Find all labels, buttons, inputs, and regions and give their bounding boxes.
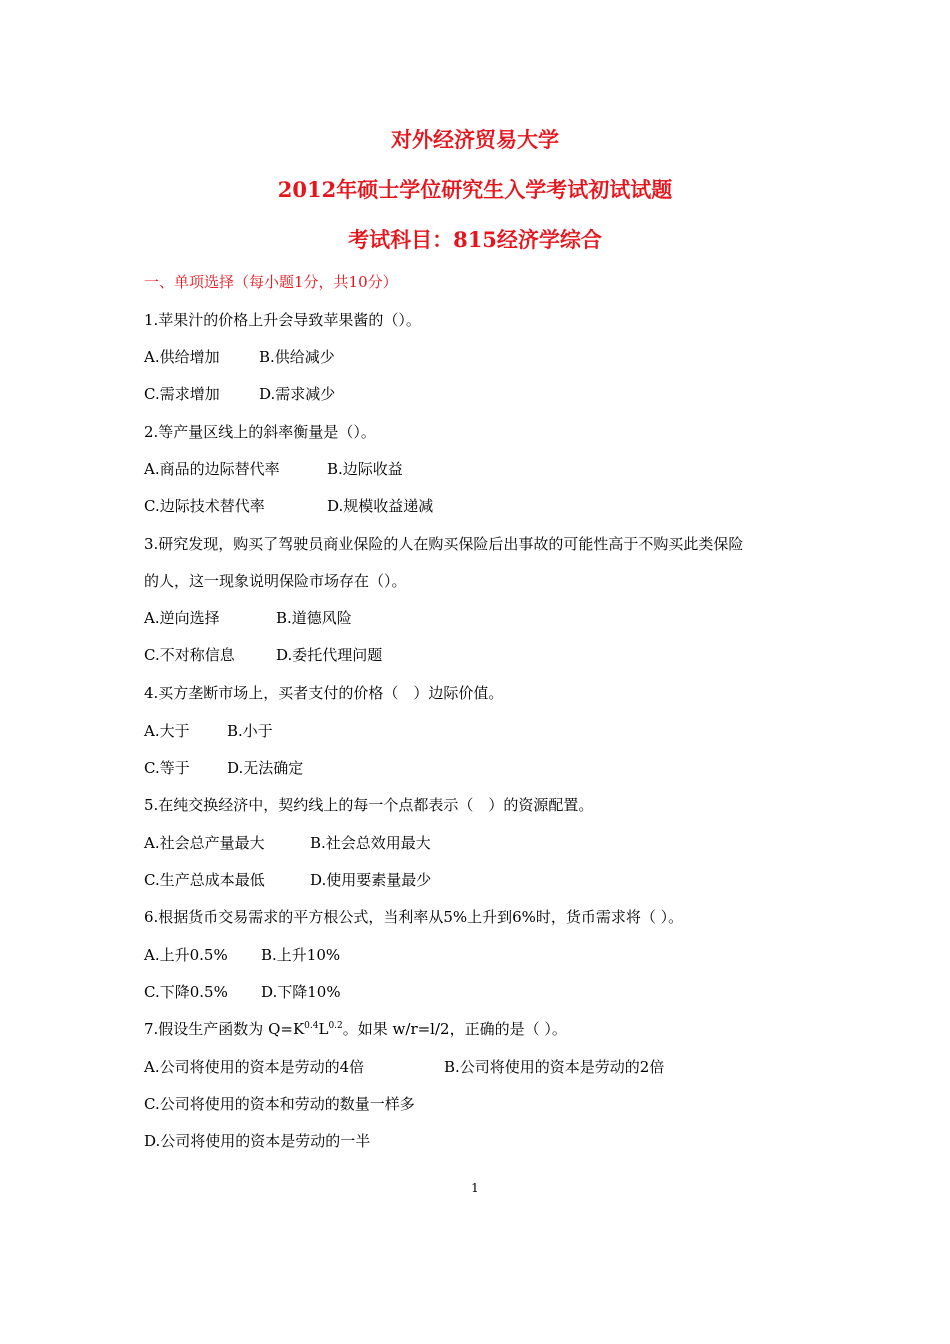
page-number: 1 <box>471 1181 479 1195</box>
question-4: 4.买方垄断市场上，买者支付的价格（ ）边际价值。 <box>144 684 504 702</box>
q5-option-c: C.生产总成本最低 <box>144 871 265 889</box>
q5-option-d: D.使用要素量最少 <box>310 871 432 889</box>
question-1: 1.苹果汁的价格上升会导致苹果酱的（）。 <box>144 311 421 329</box>
q7-exponent-k: 0.4 <box>304 1021 319 1031</box>
exam-subject: 考试科目：815经济学综合 <box>348 227 602 252</box>
q4-option-d: D.无法确定 <box>227 759 304 777</box>
q4-option-c: C.等于 <box>144 759 190 777</box>
q4-option-a: A.大于 <box>144 722 190 740</box>
q7-option-c: C.公司将使用的资本和劳动的数量一样多 <box>144 1095 415 1113</box>
q2-option-c: C.边际技术替代率 <box>144 497 265 515</box>
q2-option-b: B.边际收益 <box>327 460 403 478</box>
q2-option-d: D.规模收益递减 <box>327 497 434 515</box>
question-3-line-2: 的人，这一现象说明保险市场存在（）。 <box>144 572 407 590</box>
q3-option-a: A.逆向选择 <box>144 609 220 627</box>
q1-option-d: D.需求减少 <box>259 385 336 403</box>
exam-title: 2012年硕士学位研究生入学考试初试试题 <box>277 177 673 202</box>
q3-option-d: D.委托代理问题 <box>276 646 383 664</box>
q7-text-mid: L <box>318 1020 329 1038</box>
q7-exponent-l: 0.2 <box>328 1021 343 1031</box>
q1-option-c: C.需求增加 <box>144 385 220 403</box>
q3-option-b: B.道德风险 <box>276 609 352 627</box>
q5-option-b: B.社会总效用最大 <box>310 834 431 852</box>
section-heading: 一、单项选择（每小题1分，共10分） <box>144 273 398 291</box>
question-7 <box>144 1018 567 1040</box>
question-6: 6.根据货币交易需求的平方根公式，当利率从5%上升到6%时，货币需求将（ ）。 <box>144 908 684 926</box>
q1-option-b: B.供给减少 <box>259 348 335 366</box>
q6-option-d: D.下降10% <box>261 983 341 1001</box>
q4-option-b: B.小于 <box>227 722 273 740</box>
q6-option-a: A.上升0.5% <box>144 946 228 964</box>
question-2: 2.等产量区线上的斜率衡量是（）。 <box>144 423 376 441</box>
question-3-line-1: 3.研究发现，购买了驾驶员商业保险的人在购买保险后出事故的可能性高于不购买此类保险 <box>144 535 744 553</box>
q7-text-prefix: 7.假设生产函数为 Q=K <box>144 1020 305 1038</box>
q7-option-d: D.公司将使用的资本是劳动的一半 <box>144 1132 371 1150</box>
q6-option-b: B.上升10% <box>261 946 341 964</box>
q7-option-b: B.公司将使用的资本是劳动的2倍 <box>444 1058 665 1076</box>
q3-option-c: C.不对称信息 <box>144 646 235 664</box>
q2-option-a: A.商品的边际替代率 <box>144 460 280 478</box>
q7-option-a: A.公司将使用的资本是劳动的4倍 <box>144 1058 365 1076</box>
q7-text-suffix: 。如果 w/r=l/2，正确的是（ ）。 <box>342 1020 567 1038</box>
question-5: 5.在纯交换经济中，契约线上的每一个点都表示（ ）的资源配置。 <box>144 796 594 814</box>
q1-option-a: A.供给增加 <box>144 348 220 366</box>
q6-option-c: C.下降0.5% <box>144 983 228 1001</box>
university-title: 对外经济贸易大学 <box>391 127 559 152</box>
q5-option-a: A.社会总产量最大 <box>144 834 265 852</box>
